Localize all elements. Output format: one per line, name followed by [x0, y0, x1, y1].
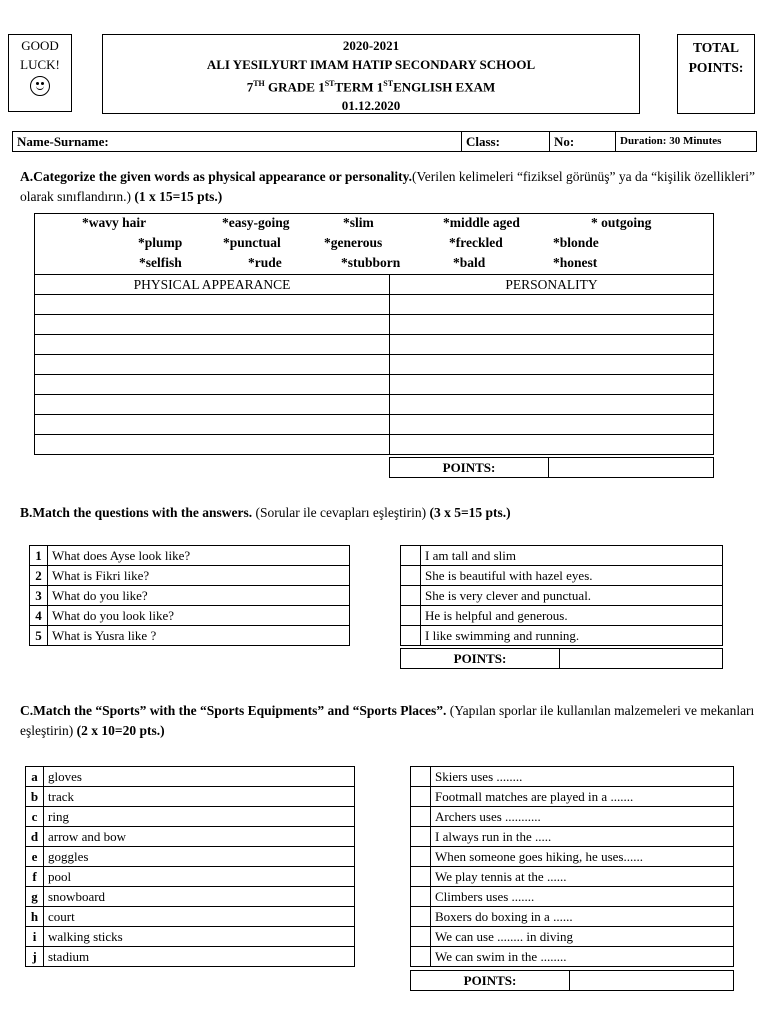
sentence-row: We play tennis at the ...... [411, 867, 734, 887]
categorize-table [34, 274, 714, 455]
sentence-row: We can swim in the ........ [411, 947, 734, 967]
sports-items-table [25, 766, 355, 967]
good-luck-line2: LUCK! [20, 57, 60, 72]
section-b-title: B.Match the questions with the answers. [20, 505, 253, 520]
points-label: POINTS: [411, 971, 570, 991]
section-b-instruction: (Sorular ile cevapları eşleştirin) [255, 505, 427, 520]
answer-blank[interactable] [401, 626, 421, 646]
personality-cell[interactable] [390, 315, 714, 335]
good-luck-box [8, 34, 72, 112]
section-c-points: (2 x 10=20 pts.) [76, 723, 165, 738]
list-item: c ring [26, 807, 355, 827]
section-c-instruction: (Yapılan sporlar ile kullanılan malzemeleri ve mekanları eşleştirin) [20, 703, 755, 738]
word: *selfish [139, 255, 182, 270]
answer-row: She is very clever and punctual. [401, 586, 723, 606]
question-row: 5 What is Yusra like ? [30, 626, 350, 646]
personality-cell[interactable] [390, 375, 714, 395]
personality-cell[interactable] [390, 415, 714, 435]
sentence-row: I always run in the ..... [411, 827, 734, 847]
points-score-field[interactable] [549, 458, 714, 478]
word: *easy-going [222, 215, 290, 230]
section-a-points-box [389, 457, 714, 478]
answer-blank[interactable] [411, 867, 431, 887]
answer-blank[interactable] [411, 787, 431, 807]
smiley-icon [30, 76, 50, 96]
total-label: TOTAL [692, 40, 740, 55]
section-c-heading [20, 701, 755, 741]
school-year: 2020-2021 [342, 38, 400, 53]
section-a-heading [20, 167, 755, 207]
physical-cell[interactable] [35, 435, 390, 455]
sports-sentences-table [410, 766, 734, 967]
sentence-row: Archers uses ........... [411, 807, 734, 827]
word: *generous [324, 235, 383, 250]
word: *slim [343, 215, 374, 230]
section-b-heading [20, 503, 755, 523]
questions-table [29, 545, 350, 646]
list-item: a gloves [26, 767, 355, 787]
exam-date: 01.12.2020 [341, 98, 401, 114]
word: *stubborn [341, 255, 401, 270]
word: *wavy hair [82, 215, 147, 230]
number-field[interactable]: No: [550, 132, 616, 152]
section-a-instruction: (Verilen kelimeleri “fiziksel görünüş” ya da “kişilik özellikleri” olarak sınıflandırın.) [20, 169, 755, 204]
section-b-points-box [400, 648, 723, 669]
physical-cell[interactable] [35, 315, 390, 335]
personality-cell[interactable] [390, 355, 714, 375]
class-field[interactable]: Class: [462, 132, 550, 152]
student-info-bar [12, 131, 757, 152]
answer-blank[interactable] [401, 566, 421, 586]
answer-blank[interactable] [411, 947, 431, 967]
list-item: h court [26, 907, 355, 927]
list-item: g snowboard [26, 887, 355, 907]
list-item: e goggles [26, 847, 355, 867]
answer-blank[interactable] [411, 847, 431, 867]
physical-appearance-header: PHYSICAL APPEARANCE [35, 275, 390, 295]
answer-blank[interactable] [411, 827, 431, 847]
question-row: 1 What does Ayse look like? [30, 546, 350, 566]
answer-blank[interactable] [411, 807, 431, 827]
points-score-field[interactable] [570, 971, 734, 991]
section-c-points-box [410, 970, 734, 991]
question-row: 3 What do you like? [30, 586, 350, 606]
physical-cell[interactable] [35, 295, 390, 315]
points-label: POINTS: [390, 458, 549, 478]
personality-cell[interactable] [390, 335, 714, 355]
section-c-title: C.Match the “Sports” with the “Sports Equipments” and “Sports Places”. [20, 703, 447, 718]
personality-cell[interactable] [390, 295, 714, 315]
duration-label: Duration: 30 Minutes [616, 132, 757, 152]
points-score-field[interactable] [560, 649, 723, 669]
physical-cell[interactable] [35, 335, 390, 355]
personality-cell[interactable] [390, 435, 714, 455]
physical-cell[interactable] [35, 375, 390, 395]
sentence-row: We can use ........ in diving [411, 927, 734, 947]
personality-cell[interactable] [390, 395, 714, 415]
exam-title: 7TH GRADE 1STTERM 1STENGLISH EXAM [246, 79, 496, 95]
section-b-points: (3 x 5=15 pts.) [429, 505, 511, 520]
answer-row: I am tall and slim [401, 546, 723, 566]
word-bank [34, 213, 714, 275]
name-surname-field[interactable]: Name-Surname: [13, 132, 462, 152]
word: *plump [138, 235, 183, 250]
list-item: d arrow and bow [26, 827, 355, 847]
answer-row: He is helpful and generous. [401, 606, 723, 626]
word: *punctual [223, 235, 281, 250]
question-row: 2 What is Fikri like? [30, 566, 350, 586]
personality-header: PERSONALITY [390, 275, 714, 295]
list-item: j stadium [26, 947, 355, 967]
answer-blank[interactable] [401, 546, 421, 566]
sentence-row: Climbers uses ....... [411, 887, 734, 907]
points-label: POINTS: [688, 60, 744, 75]
answer-blank[interactable] [401, 606, 421, 626]
answer-blank[interactable] [411, 887, 431, 907]
sentence-row: Skiers uses ........ [411, 767, 734, 787]
points-label: POINTS: [401, 649, 560, 669]
physical-cell[interactable] [35, 415, 390, 435]
answer-blank[interactable] [401, 586, 421, 606]
answer-row: I like swimming and running. [401, 626, 723, 646]
school-name: ALI YESILYURT IMAM HATIP SECONDARY SCHOOL [206, 57, 536, 72]
physical-cell[interactable] [35, 395, 390, 415]
word: *middle aged [443, 215, 520, 230]
word: * outgoing [591, 215, 652, 230]
word: *rude [248, 255, 282, 270]
sentence-row: When someone goes hiking, he uses...... [411, 847, 734, 867]
physical-cell[interactable] [35, 355, 390, 375]
answer-blank[interactable] [411, 907, 431, 927]
section-a-title: A.Categorize the given words as physical appearance or personality. [20, 169, 412, 184]
list-item: f pool [26, 867, 355, 887]
word: *honest [553, 255, 598, 270]
list-item: i walking sticks [26, 927, 355, 947]
list-item: b track [26, 787, 355, 807]
word: *blonde [553, 235, 599, 250]
answer-blank[interactable] [411, 927, 431, 947]
sentence-row: Footmall matches are played in a ....... [411, 787, 734, 807]
sentence-row: Boxers do boxing in a ...... [411, 907, 734, 927]
word: *bald [453, 255, 486, 270]
good-luck-line1: GOOD [21, 38, 59, 53]
total-points-box [677, 34, 755, 114]
word: *freckled [449, 235, 503, 250]
question-row: 4 What do you look like? [30, 606, 350, 626]
answers-table [400, 545, 723, 646]
section-a-points: (1 x 15=15 pts.) [134, 189, 223, 204]
answer-row: She is beautiful with hazel eyes. [401, 566, 723, 586]
answer-blank[interactable] [411, 767, 431, 787]
exam-title-box [102, 34, 640, 114]
